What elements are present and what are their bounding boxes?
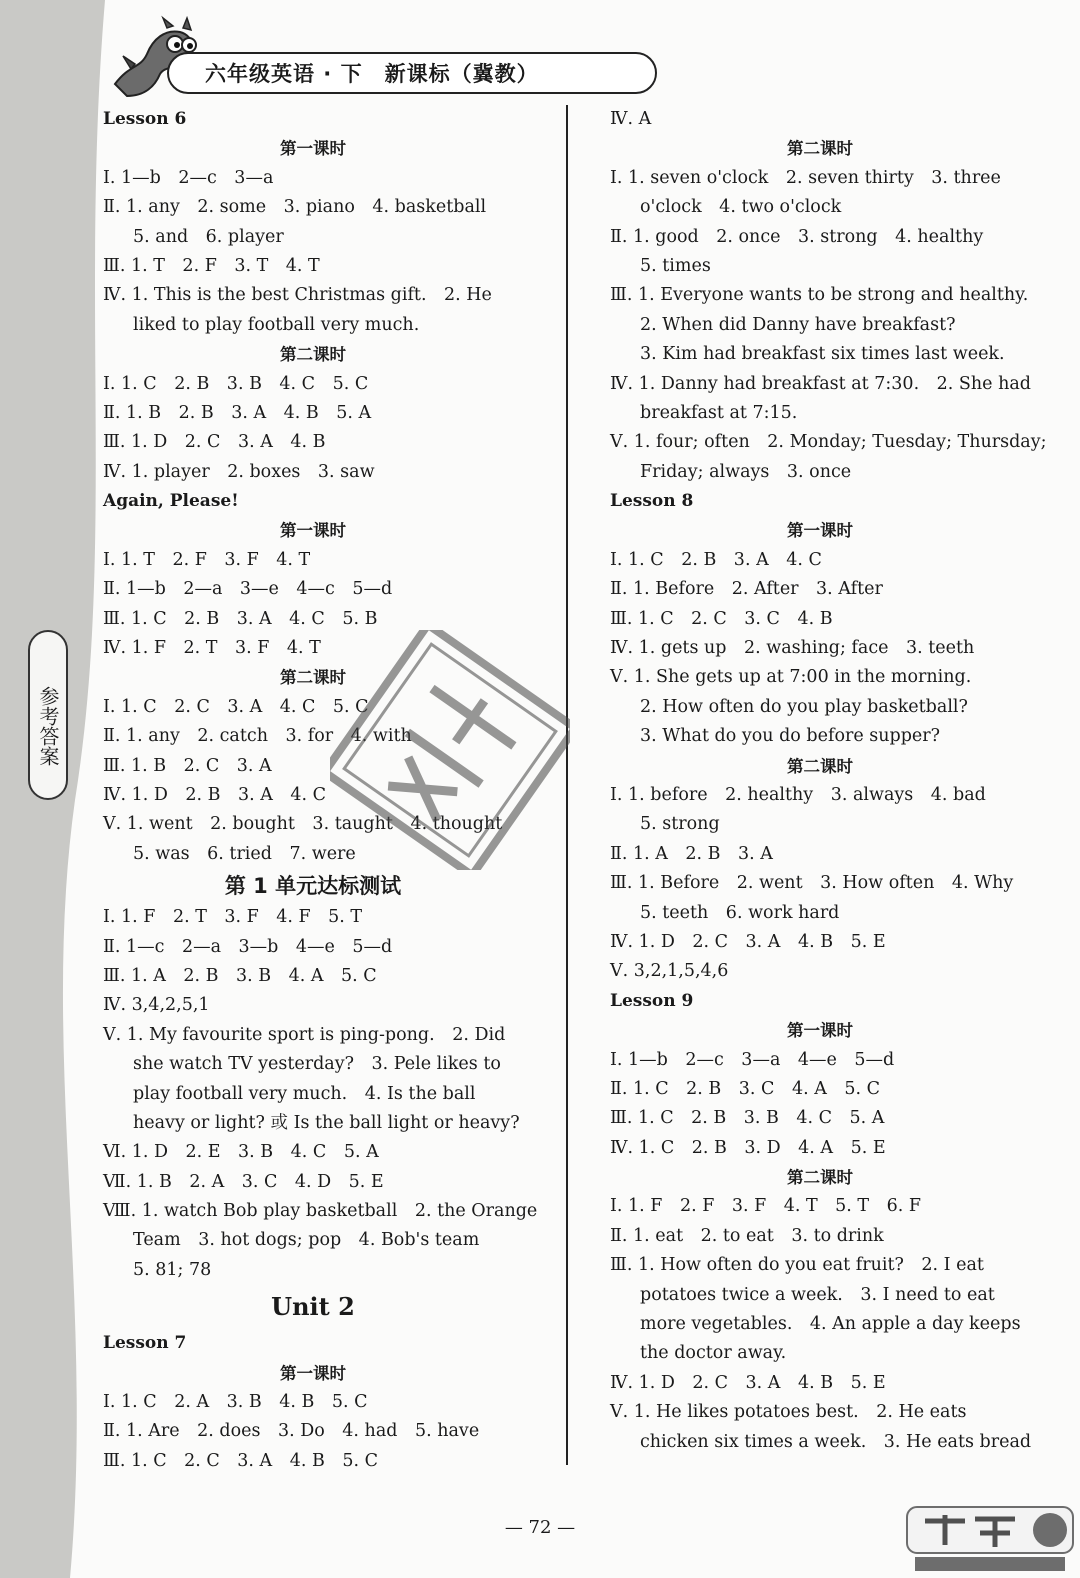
answer-line: Ⅱ. 1. Are 2. does 3. Do 4. had 5. have — [103, 1421, 480, 1442]
answer-line: Ⅰ. 1. before 2. healthy 3. always 4. bad — [610, 784, 986, 805]
answer-line: Ⅳ. 1. D 2. C 3. A 4. B 5. E — [610, 931, 886, 952]
section-heading: 第一课时 — [280, 139, 346, 159]
answer-line-continued: 2. When did Danny have breakfast? — [640, 314, 956, 335]
answer-line: Ⅳ. 1. Danny had breakfast at 7:30. 2. She had — [610, 373, 1031, 394]
answer-line: Ⅱ. 1. A 2. B 3. A — [610, 843, 773, 864]
answer-line: Ⅴ. 3,2,1,5,4,6 — [610, 961, 729, 982]
page-header — [105, 14, 565, 94]
site-watermark-logo — [905, 1505, 1075, 1575]
answer-line-continued: potatoes twice a week. 3. I need to eat — [640, 1284, 995, 1305]
answer-line: Ⅰ. 1. C 2. A 3. B 4. B 5. C — [103, 1392, 368, 1413]
answer-line-continued: 5. and 6. player — [133, 226, 284, 247]
answer-line-continued: chicken six times a week. 3. He eats bread — [640, 1431, 1032, 1452]
answer-line: Ⅲ. 1. C 2. B 3. A 4. C 5. B — [103, 608, 378, 629]
answer-line: Ⅱ. 1. B 2. B 3. A 4. B 5. A — [103, 402, 372, 423]
lesson-heading: Lesson 8 — [610, 491, 694, 512]
section-heading: 第一课时 — [280, 521, 346, 541]
answer-line: Ⅴ. 1. He likes potatoes best. 2. He eats — [610, 1402, 967, 1423]
answer-line: Ⅲ. 1. C 2. C 3. C 4. B — [610, 608, 833, 629]
answer-line: Ⅱ. 1. C 2. B 3. C 4. A 5. C — [610, 1078, 880, 1099]
answer-line-continued: 3. What do you do before supper? — [640, 726, 941, 747]
answer-line-continued: 5. 81; 78 — [133, 1259, 212, 1280]
answer-line: Ⅳ. 1. C 2. B 3. D 4. A 5. E — [610, 1137, 886, 1158]
lesson-heading: Lesson 6 — [103, 109, 187, 129]
section-heading: 第二课时 — [787, 756, 853, 776]
lesson-heading: Lesson 7 — [103, 1333, 187, 1354]
answer-line-continued: heavy or light? 或 Is the ball light or heavy? — [133, 1112, 520, 1133]
answer-line-continued: breakfast at 7:15. — [640, 402, 798, 423]
answer-line: Ⅳ. A — [610, 109, 652, 129]
answer-line-continued: Team 3. hot dogs; pop 4. Bob's team — [133, 1230, 480, 1251]
answer-line: Ⅳ. 1. F 2. T 3. F 4. T — [103, 638, 321, 659]
answer-line-continued: more vegetables. 4. An apple a day keeps — [640, 1314, 1021, 1335]
side-tab-answers: 参考答案 — [28, 630, 68, 800]
answer-line: Ⅰ. 1. F 2. F 3. F 4. T 5. T 6. F — [610, 1196, 922, 1217]
answer-line: Ⅰ. 1. F 2. T 3. F 4. F 5. T — [103, 907, 363, 928]
answer-line: Ⅰ. 1. C 2. B 3. A 4. C — [610, 549, 822, 570]
right-column — [610, 105, 1047, 1457]
section-heading: 第二课时 — [787, 139, 853, 159]
answer-line-continued: 5. strong — [640, 814, 720, 835]
answer-line: Ⅰ. 1. C 2. C 3. A 4. C 5. C — [103, 696, 369, 717]
answer-line-continued: liked to play football very much. — [133, 314, 420, 335]
page-number: — 72 — — [504, 1517, 576, 1538]
lesson-heading: Again, Please! — [103, 491, 239, 512]
answer-line: Ⅴ. 1. She gets up at 7:00 in the morning. — [610, 667, 972, 688]
book-title: 六年级英语 · 下 新课标（冀教） — [167, 52, 657, 94]
section-heading: 第二课时 — [280, 668, 346, 688]
answer-line: Ⅳ. 1. D 2. C 3. A 4. B 5. E — [610, 1372, 886, 1393]
section-heading: 第二课时 — [787, 1168, 853, 1188]
answer-line: Ⅰ. 1—b 2—c 3—a — [103, 167, 274, 188]
section-heading: 第一课时 — [787, 521, 853, 541]
unit-title: Unit 2 — [271, 1292, 355, 1322]
answer-line: Ⅴ. 1. four; often 2. Monday; Tuesday; Thursday; — [610, 432, 1047, 453]
answer-line-continued: 5. times — [640, 255, 711, 276]
answer-line-continued: 5. was 6. tried 7. were — [133, 843, 356, 864]
answer-line: Ⅰ. 1. seven o'clock 2. seven thirty 3. three — [610, 167, 1001, 188]
section-heading: 第一课时 — [280, 1363, 346, 1383]
answer-line: Ⅲ. 1. B 2. C 3. A — [103, 755, 272, 776]
answer-line: Ⅰ. 1—b 2—c 3—a 4—e 5—d — [610, 1049, 895, 1070]
answer-line-continued: o'clock 4. two o'clock — [640, 197, 842, 218]
answer-line: Ⅷ. 1. watch Bob play basketball 2. the Orange — [103, 1201, 538, 1222]
answer-line-continued: the doctor away. — [640, 1343, 787, 1364]
answer-line: Ⅶ. 1. B 2. A 3. C 4. D 5. E — [103, 1171, 384, 1192]
answer-line: Ⅱ. 1—c 2—a 3—b 4—e 5—d — [103, 936, 393, 957]
answer-line: Ⅲ. 1. Everyone wants to be strong and healthy. — [610, 285, 1029, 306]
answer-line: Ⅳ. 3,4,2,5,1 — [103, 995, 210, 1016]
answer-line-continued: 3. Kim had breakfast six times last week. — [640, 344, 1005, 365]
answer-line: Ⅰ. 1. T 2. F 3. F 4. T — [103, 549, 311, 570]
answer-line: Ⅲ. 1. How often do you eat fruit? 2. I eat — [610, 1255, 984, 1276]
answer-line: Ⅲ. 1. Before 2. went 3. How often 4. Why — [610, 873, 1014, 894]
section-heading: 第一课时 — [787, 1021, 853, 1041]
answer-line-continued: she watch TV yesterday? 3. Pele likes to — [133, 1054, 501, 1075]
answer-line: Ⅱ. 1. eat 2. to eat 3. to drink — [610, 1225, 884, 1246]
answer-line: Ⅲ. 1. D 2. C 3. A 4. B — [103, 432, 326, 453]
answer-line: Ⅲ. 1. T 2. F 3. T 4. T — [103, 255, 320, 276]
exam-seal-stamp — [330, 630, 570, 870]
answer-line: Ⅲ. 1. C 2. B 3. B 4. C 5. A — [610, 1108, 885, 1129]
lesson-heading: Lesson 9 — [610, 990, 694, 1011]
answer-line: Ⅵ. 1. D 2. E 3. B 4. C 5. A — [103, 1142, 379, 1163]
answer-line-continued: Friday; always 3. once — [640, 461, 852, 482]
answer-line: Ⅱ. 1. Before 2. After 3. After — [610, 579, 883, 600]
answer-line: Ⅴ. 1. went 2. bought 3. taught 4. thought — [103, 814, 503, 835]
answer-line-continued: 2. How often do you play basketball? — [640, 696, 968, 717]
answer-line-continued: 5. teeth 6. work hard — [640, 902, 840, 923]
answer-line: Ⅰ. 1. C 2. B 3. B 4. C 5. C — [103, 373, 369, 394]
answer-line: Ⅱ. 1. any 2. catch 3. for 4. with — [103, 726, 412, 747]
answer-line: Ⅴ. 1. My favourite sport is ping-pong. 2. Did — [103, 1024, 506, 1045]
answer-line: Ⅳ. 1. D 2. B 3. A 4. C — [103, 784, 327, 805]
answer-line: Ⅱ. 1. good 2. once 3. strong 4. healthy — [610, 226, 984, 247]
answer-line: Ⅲ. 1. A 2. B 3. B 4. A 5. C — [103, 965, 377, 986]
answer-line: Ⅱ. 1—b 2—a 3—e 4—c 5—d — [103, 579, 393, 600]
answer-line: Ⅳ. 1. gets up 2. washing; face 3. teeth — [610, 638, 975, 659]
answer-line: Ⅳ. 1. player 2. boxes 3. saw — [103, 461, 375, 482]
answer-line-continued: play football very much. 4. Is the ball — [133, 1083, 476, 1104]
section-heading: 第二课时 — [280, 345, 346, 365]
answer-line: Ⅳ. 1. This is the best Christmas gift. 2. He — [103, 285, 492, 306]
answer-line: Ⅲ. 1. C 2. C 3. A 4. B 5. C — [103, 1450, 378, 1471]
answer-line: Ⅱ. 1. any 2. some 3. piano 4. basketball — [103, 197, 487, 218]
unit-test-title: 第 1 单元达标测试 — [224, 874, 402, 899]
